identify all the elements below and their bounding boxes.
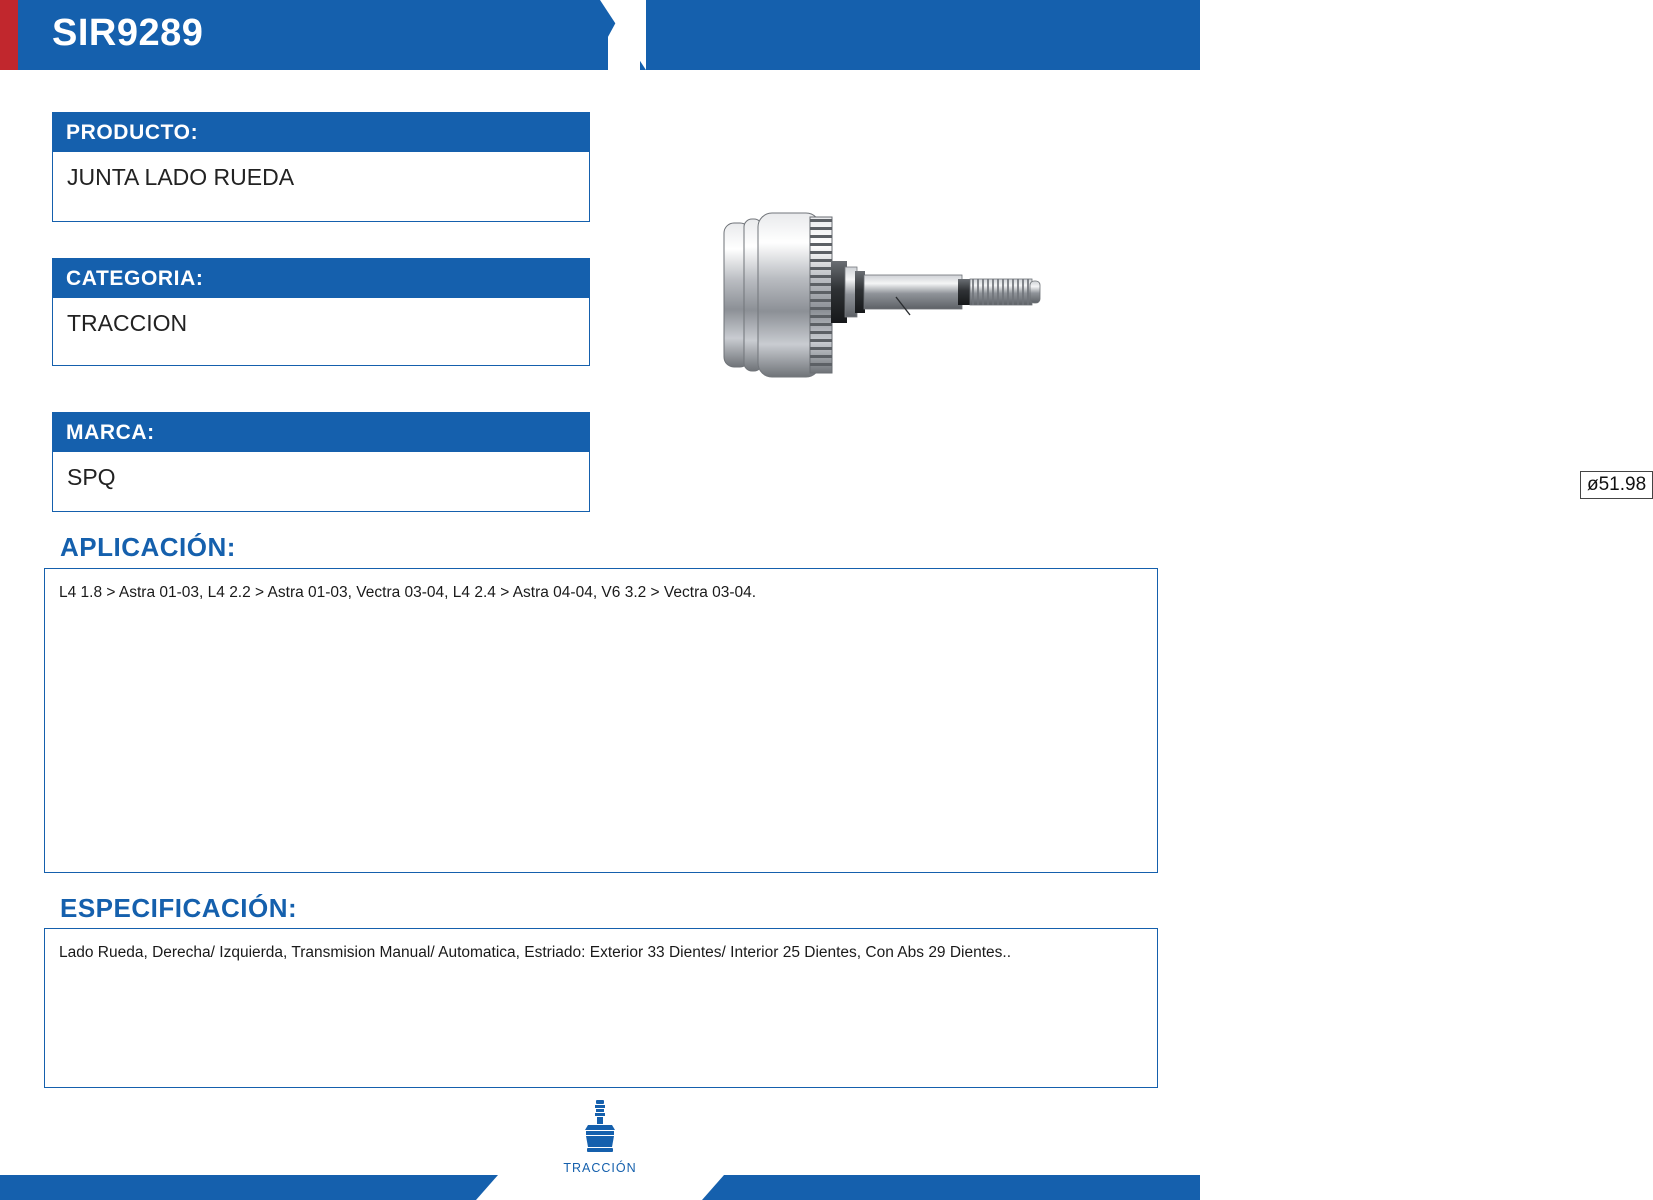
field-categoria-label: CATEGORIA:	[52, 258, 590, 298]
footer-bar-left-diagonal	[476, 1175, 498, 1200]
aplicacion-text: L4 1.8 > Astra 01-03, L4 2.2 > Astra 01-03, Vectra 03-04, L4 2.4 > Astra 04-04, V6 3.2 > Vectra 03-04.	[44, 568, 1158, 873]
field-producto	[52, 112, 590, 222]
field-marca	[52, 412, 590, 512]
footer-caption: TRACCIÓN	[563, 1161, 637, 1175]
field-categoria	[52, 258, 590, 366]
field-producto-label: PRODUCTO:	[52, 112, 590, 152]
footer-bar-right	[724, 1175, 1200, 1200]
field-marca-label: MARCA:	[52, 412, 590, 452]
aplicacion-heading: APLICACIÓN:	[60, 532, 236, 562]
traccion-joint-icon	[574, 1098, 626, 1154]
header-white-notch	[600, 0, 646, 70]
especificacion-text: Lado Rueda, Derecha/ Izquierda, Transmision Manual/ Automatica, Estriado: Exterior 33 Dientes/ Interior 25 Dientes, Con Abs 29 Dientes..	[44, 928, 1158, 1088]
footer-icon-block	[0, 1098, 1200, 1175]
header-blue-right-band	[640, 0, 1200, 70]
especificacion-heading: ESPECIFICACIÓN:	[60, 893, 298, 923]
product-photo	[700, 175, 1647, 495]
field-categoria-value: TRACCION	[52, 298, 590, 366]
page-footer	[0, 1175, 1200, 1200]
footer-bar-right-diagonal	[702, 1175, 724, 1200]
field-marca-value: SPQ	[52, 452, 590, 512]
page-title: SIR9289	[52, 12, 204, 54]
cv-joint-axle-illustration	[700, 175, 1100, 415]
field-producto-value: JUNTA LADO RUEDA	[52, 152, 590, 222]
footer-bar-left	[0, 1175, 476, 1200]
dimension-label: ø51.98	[1580, 471, 1653, 499]
page-header	[0, 0, 1200, 70]
